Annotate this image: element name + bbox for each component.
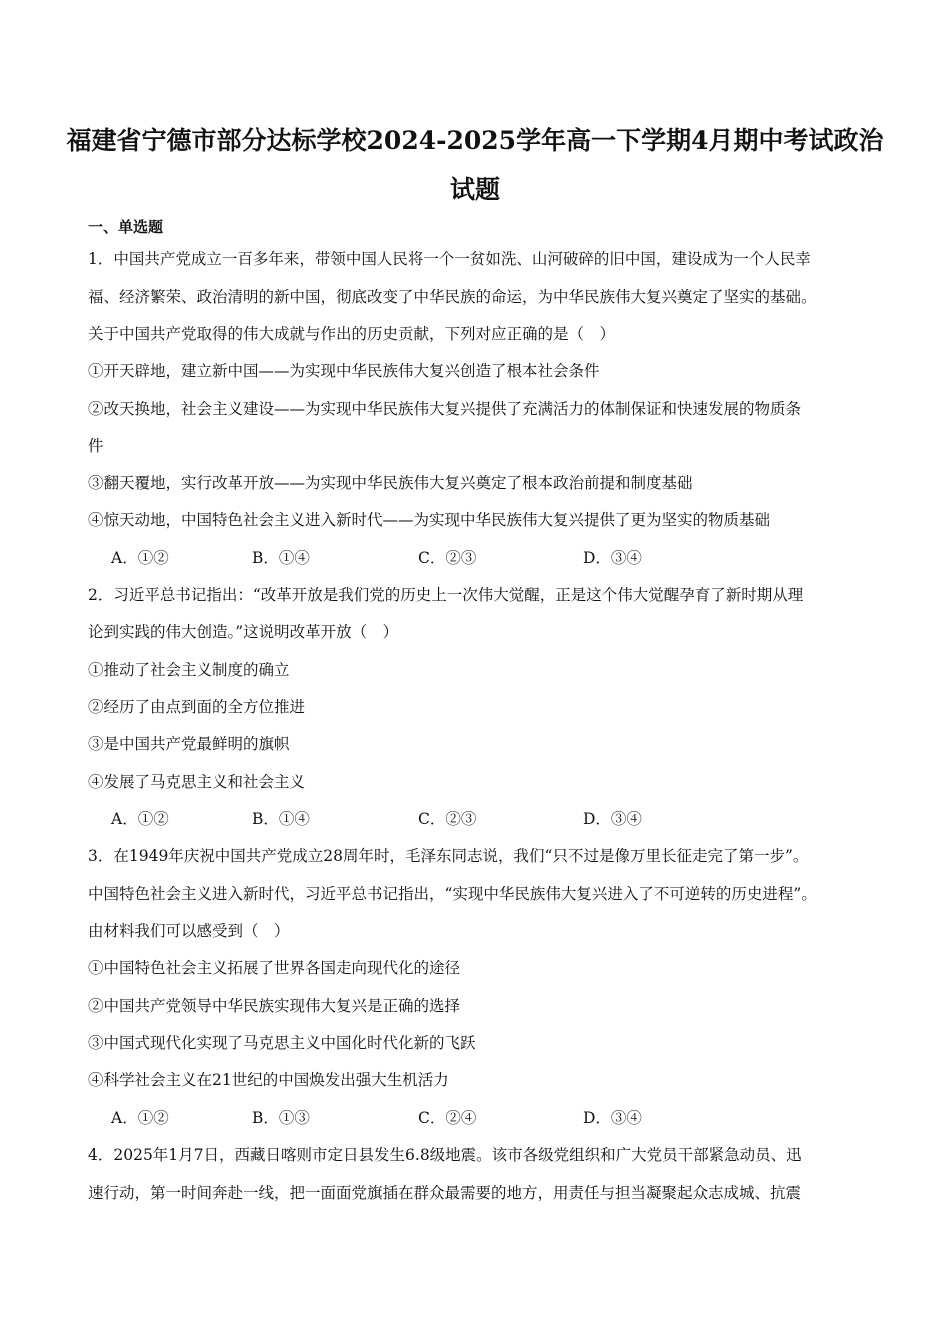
statement-3: ③翻天覆地，实行改革开放——为实现中华民族伟大复兴奠定了根本政治前提和制度基础	[88, 474, 693, 492]
option-c[interactable]: C．②④	[418, 1109, 477, 1127]
question-text-line: 关于中国共产党取得的伟大成就与作出的历史贡献，下列对应正确的是（ ）	[88, 325, 616, 343]
option-d[interactable]: D．③④	[583, 810, 642, 828]
statement-2-cont: 件	[88, 437, 104, 455]
statement-2: ②改天换地，社会主义建设——为实现中华民族伟大复兴提供了充满活力的体制保证和快速发展的物质条	[88, 400, 802, 418]
question-text-line: 由材料我们可以感受到（ ）	[88, 922, 290, 940]
statement-1: ①推动了社会主义制度的确立	[88, 661, 290, 679]
section-heading: 一、单选题	[88, 218, 164, 236]
document-title-line-2: 试题	[449, 175, 500, 204]
statement-2: ②经历了由点到面的全方位推进	[88, 698, 306, 716]
statement-1: ①开天辟地，建立新中国——为实现中华民族伟大复兴创造了根本社会条件	[88, 362, 600, 380]
option-b[interactable]: B．①④	[252, 549, 310, 567]
option-b[interactable]: B．①③	[252, 1109, 310, 1127]
question-text-line: 福、经济繁荣、政治清明的新中国，彻底改变了中华民族的命运，为中华民族伟大复兴奠定了坚实的基础。	[88, 288, 817, 306]
question-text-line: 1．中国共产党成立一百多年来，带领中国人民将一个一贫如洗、山河破碎的旧中国，建设成为一个人民幸	[88, 250, 811, 268]
option-a[interactable]: A．①②	[111, 549, 169, 567]
option-a[interactable]: A．①②	[111, 1109, 169, 1127]
question-text-line: 中国特色社会主义进入新时代，习近平总书记指出，“实现中华民族伟大复兴进入了不可逆转的历史进程”。	[88, 885, 817, 903]
statement-4: ④惊天动地，中国特色社会主义进入新时代——为实现中华民族伟大复兴提供了更为坚实的物质基础	[88, 511, 771, 529]
option-b[interactable]: B．①④	[252, 810, 310, 828]
question-text-line: 4．2025年1月7日，西藏日喀则市定日县发生6.8级地震。该市各级党组织和广大党员干部紧急动员、迅	[88, 1146, 802, 1164]
question-text-line: 论到实践的伟大创造。”这说明改革开放（ ）	[88, 623, 399, 641]
option-d[interactable]: D．③④	[583, 549, 642, 567]
option-c[interactable]: C．②③	[418, 810, 477, 828]
statement-4: ④科学社会主义在21世纪的中国焕发出强大生机活力	[88, 1071, 449, 1089]
statement-1: ①中国特色社会主义拓展了世界各国走向现代化的途径	[88, 959, 461, 977]
statement-2: ②中国共产党领导中华民族实现伟大复兴是正确的选择	[88, 997, 461, 1015]
question-text-line: 2．习近平总书记指出：“改革开放是我们党的历史上一次伟大觉醒，正是这个伟大觉醒孕育了新时期从理	[88, 586, 804, 604]
question-text-line: 速行动，第一时间奔赴一线，把一面面党旗插在群众最需要的地方，用责任与担当凝聚起众志成城、抗震	[88, 1184, 802, 1202]
option-d[interactable]: D．③④	[583, 1109, 642, 1127]
document-title-line-1: 福建省宁德市部分达标学校2024-2025学年高一下学期4月期中考试政治	[66, 126, 884, 155]
statement-3: ③中国式现代化实现了马克思主义中国化时代化新的飞跃	[88, 1034, 476, 1052]
statement-4: ④发展了马克思主义和社会主义	[88, 773, 306, 791]
option-c[interactable]: C．②③	[418, 549, 477, 567]
option-a[interactable]: A．①②	[111, 810, 169, 828]
statement-3: ③是中国共产党最鲜明的旗帜	[88, 735, 290, 753]
question-text-line: 3．在1949年庆祝中国共产党成立28周年时，毛泽东同志说，我们“只不过是像万里长征走完了第一步”。	[88, 847, 809, 865]
